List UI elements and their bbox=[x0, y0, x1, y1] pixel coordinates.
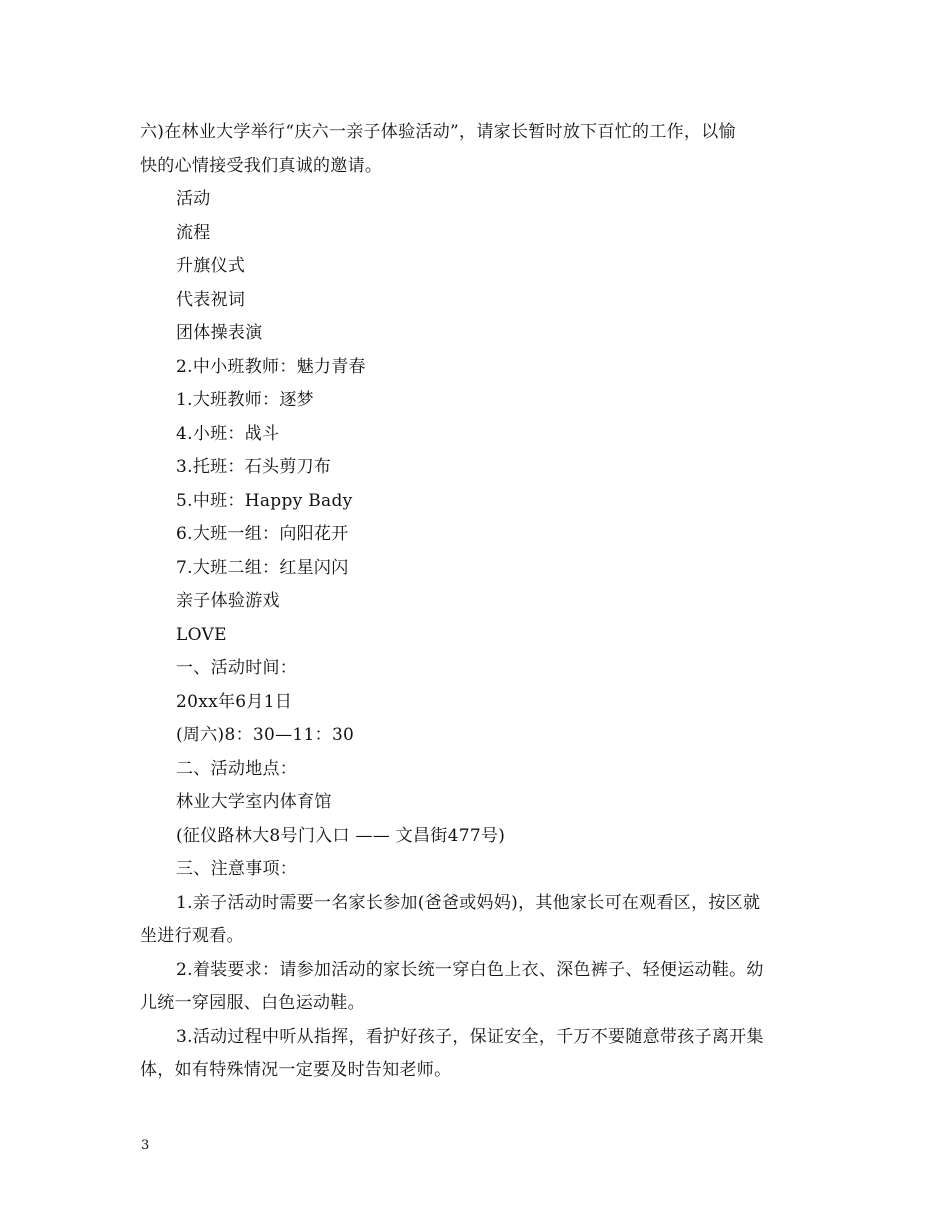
note-3-line-1: 3.活动过程中听从指挥，看护好孩子，保证安全，千万不要随意带孩子离开集 bbox=[176, 1026, 764, 1047]
program-item: 1.大班教师：逐梦 bbox=[176, 390, 314, 410]
time-heading: 一、活动时间： bbox=[176, 658, 298, 678]
program-item: 4.小班：战斗 bbox=[176, 423, 280, 444]
intro-line-2: 快的心情接受我们真诚的邀请。 bbox=[140, 155, 383, 176]
program-item: 流程 bbox=[176, 222, 211, 243]
program-item: 活动 bbox=[176, 189, 211, 209]
location-entrance: (征仪路林大8号门入口 —— 文昌街477号) bbox=[176, 825, 506, 846]
document-body bbox=[140, 116, 812, 1088]
program-item: 亲子体验游戏 bbox=[176, 591, 280, 611]
page-number: 3 bbox=[141, 1138, 150, 1153]
location-place: 林业大学室内体育馆 bbox=[176, 792, 332, 812]
program-item: 7.大班二组：红星闪闪 bbox=[176, 557, 349, 578]
program-item: 5.中班：Happy Bady bbox=[176, 490, 353, 511]
program-item: 6.大班一组：向阳花开 bbox=[176, 524, 349, 544]
program-item: 3.托班：石头剪刀布 bbox=[176, 457, 332, 477]
notes-heading: 三、注意事项： bbox=[176, 859, 298, 879]
location-heading: 二、活动地点： bbox=[176, 758, 298, 779]
program-item: LOVE bbox=[176, 624, 227, 645]
note-2-line-1: 2.着装要求：请参加活动的家长统一穿白色上衣、深色裤子、轻便运动鞋。幼 bbox=[176, 959, 764, 980]
note-1-line-1: 1.亲子活动时需要一名家长参加(爸爸或妈妈)，其他家长可在观看区，按区就 bbox=[176, 892, 761, 913]
program-item: 团体操表演 bbox=[176, 323, 263, 343]
program-item: 2.中小班教师：魅力青春 bbox=[176, 356, 366, 377]
note-2-line-2: 儿统一穿园服、白色运动鞋。 bbox=[140, 993, 365, 1013]
program-item: 代表祝词 bbox=[176, 289, 246, 310]
note-3-line-2: 体，如有特殊情况一定要及时告知老师。 bbox=[140, 1060, 452, 1080]
time-hours: (周六)8：30—11：30 bbox=[176, 725, 355, 745]
program-item: 升旗仪式 bbox=[176, 256, 246, 276]
note-1-line-2: 坐进行观看。 bbox=[140, 926, 244, 946]
intro-line-1: 六)在林业大学举行“庆六一亲子体验活动”，请家长暂时放下百忙的工作，以愉 bbox=[140, 122, 736, 142]
time-date: 20xx年6月1日 bbox=[176, 691, 293, 712]
